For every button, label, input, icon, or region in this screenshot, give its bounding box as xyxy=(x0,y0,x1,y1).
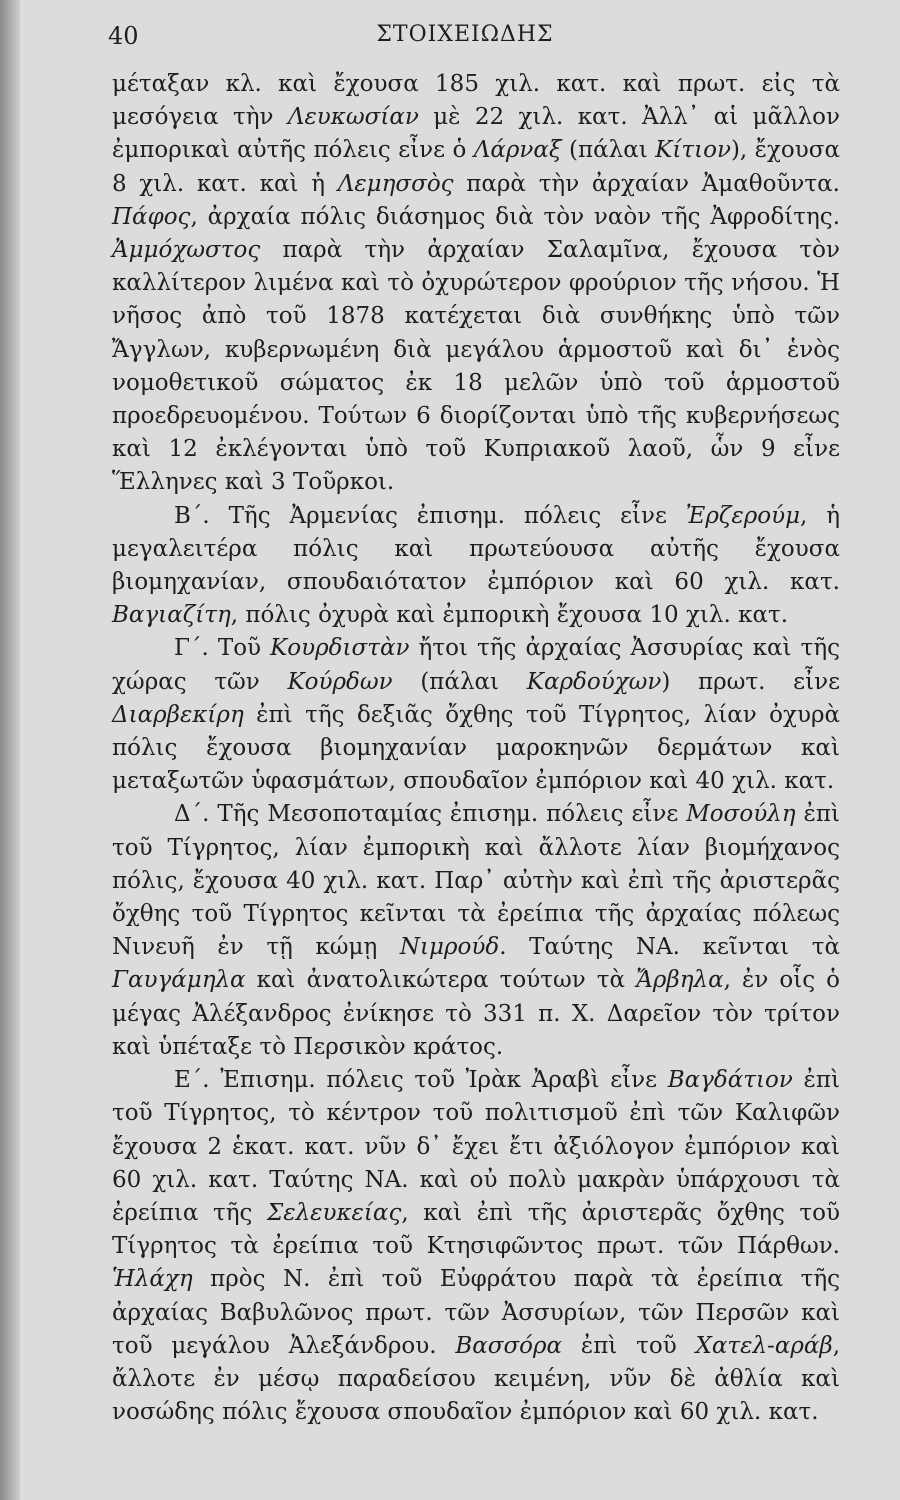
text-segment: ἤτοι τῆς ἀρχαίας Ἀσσυρίας καὶ τῆς χώρας τῶν xyxy=(112,635,840,695)
italic-place-name: Κουρδιστὰν xyxy=(270,635,410,662)
italic-place-name: Νιμρούδ xyxy=(399,934,500,961)
text-segment: ), ἔχουσα 8 χιλ. κατ. καὶ ἡ xyxy=(112,137,840,197)
text-segment: Ε΄. Ἐπισημ. πόλεις τοῦ Ἰρὰκ Ἀραβὶ εἶνε xyxy=(174,1067,668,1094)
text-segment: ἐπὶ τοῦ Τίγρητος, λίαν ἐμπορικὴ καὶ ἄλλοτε λίαν βιομήχανος πόλις, ἔχουσα 40 χιλ. κατ. Παρ᾽ αὐτὴν καὶ ἐπὶ τῆς ἀριστερᾶς ὄχθης τοῦ Τίγρητος κεῖνται τὰ ἐρείπια τῆς ἀρχαίας πόλεως Νινευῆ ἐν τῇ κώμῃ xyxy=(112,801,840,961)
text-segment: Β΄. Τῆς Ἀρμενίας ἐπισημ. πόλεις εἶνε xyxy=(174,502,686,529)
italic-place-name: Ἄρβηλα xyxy=(636,967,724,994)
italic-place-name: Λευκωσίαν xyxy=(287,104,419,131)
page-number: 40 xyxy=(108,22,139,50)
paragraph xyxy=(112,500,840,633)
body-text xyxy=(112,68,840,1429)
italic-place-name: Λάρναξ xyxy=(473,137,562,164)
text-segment: Δ΄. Τῆς Μεσοποταμίας ἐπισημ. πόλεις εἶνε xyxy=(174,801,687,828)
text-segment: μέταξαν κλ. καὶ ἔχουσα 185 χιλ. κατ. καὶ πρωτ. εἰς τὰ μεσόγεια τὴν xyxy=(112,71,840,131)
paragraph xyxy=(112,68,840,500)
italic-place-name: Κίτιον xyxy=(655,137,731,164)
italic-place-name: Καρδούχων xyxy=(526,668,662,695)
text-segment: καὶ ἀνατολικώτερα τούτων τὰ xyxy=(245,967,637,994)
running-title: ΣΤΟΙΧΕΙΩΔΗΣ xyxy=(376,22,554,47)
italic-place-name: Βαγδάτιον xyxy=(667,1067,793,1094)
italic-place-name: Κούρδων xyxy=(287,668,393,695)
text-segment: , ἐν οἷς ὁ μέγας Ἀλέξανδρος ἐνίκησε τὸ 331 π. Χ. Δαρεῖον τὸν τρίτον καὶ ὑπέταξε τὸ Περσικὸν κράτος. xyxy=(112,967,840,1060)
italic-place-name: Ἀμμόχωστος xyxy=(112,237,261,264)
italic-place-name: Μοσούλη xyxy=(686,801,796,828)
italic-place-name: Ἐρζερούμ xyxy=(685,502,801,529)
text-segment: ἐπὶ τοῦ xyxy=(562,1332,696,1359)
italic-place-name: Χατελ-αράβ xyxy=(695,1332,833,1359)
text-segment: ἐπὶ τῆς δεξιᾶς ὄχθης τοῦ Τίγρητος, λίαν ὀχυρὰ πόλις ἔχουσα βιομηχανίαν μαροκηνῶν δερμάτων καὶ μεταξωτῶν ὑφασμάτων, σπουδαῖον ἐμπόριον καὶ 40 χιλ. κατ. xyxy=(112,701,840,795)
text-segment: ) πρωτ. εἶνε xyxy=(661,668,841,695)
text-segment: Γ΄. Τοῦ xyxy=(174,635,271,662)
text-segment: , πόλις ὀχυρὰ καὶ ἐμπορικὴ ἔχουσα 10 χιλ. κατ. xyxy=(230,602,789,629)
paragraph xyxy=(112,798,840,1064)
text-segment: παρὰ τὴν ἀρχαίαν Ἀμαθοῦντα. xyxy=(453,170,840,197)
italic-place-name: Ἡλάχη xyxy=(112,1266,193,1293)
text-segment: παρὰ τὴν ἀρχαίαν Σαλαμῖνα, ἔχουσα τὸν καλλίτερον λιμένα καὶ τὸ ὀχυρώτερον φρούριον τῆς νήσου. Ἡ νῆσος ἀπὸ τοῦ 1878 κατέχεται διὰ συνθήκης ὑπὸ τῶν Ἄγγλων, κυβερνωμένη διὰ μεγάλου ἁρμοστοῦ καὶ δι᾽ ἑνὸς νομοθετικοῦ σώματος ἐκ 18 μελῶν ὑπὸ τοῦ ἁρμοστοῦ προεδρευομένου. Τούτων 6 διορίζονται ὑπὸ τῆς κυβερνήσεως καὶ 12 ἐκλέγονται ὑπὸ τοῦ Κυπριακοῦ λαοῦ, ὧν 9 εἶνε Ἕλληνες καὶ 3 Τοῦρκοι. xyxy=(112,237,840,496)
italic-place-name: Βασσόρα xyxy=(455,1332,563,1359)
text-segment: (πάλαι xyxy=(392,668,527,695)
text-segment: . Ταύτης ΝΑ. κεῖνται τὰ xyxy=(499,934,840,961)
text-segment: , ἀρχαία πόλις διάσημος διὰ τὸν ναὸν τῆς Ἀφροδίτης. xyxy=(190,203,840,230)
text-segment: , καὶ ἐπὶ τῆς ἀριστερᾶς ὄχθης τοῦ Τίγρητος τὰ ἐρείπια τοῦ Κτησιφῶντος πρωτ. τῶν Πάρθων. xyxy=(112,1199,840,1260)
italic-place-name: Βαγιαζίτη xyxy=(112,602,231,629)
italic-place-name: Λεμησσὸς xyxy=(337,170,454,197)
italic-place-name: Πάφος xyxy=(112,203,191,230)
text-segment: , ἡ μεγαλειτέρα πόλις καὶ πρωτεύουσα αὐτῆς ἔχουσα βιομηχανίαν, σπουδαιότατον ἐμπόριον καὶ 60 χιλ. κατ. xyxy=(112,502,840,596)
page-header xyxy=(100,22,830,54)
text-segment: μὲ 22 χιλ. κατ. Ἀλλ᾽ αἱ μᾶλλον ἐμπορικαὶ αὐτῆς πόλεις εἶνε ὁ xyxy=(112,104,841,164)
text-segment: πρὸς Ν. ἐπὶ τοῦ Εὐφράτου παρὰ τὰ ἐρείπια τῆς ἀρχαίας Βαβυλῶνος πρωτ. τῶν Ἀσσυρίων, τῶν Περσῶν καὶ τοῦ μεγάλου Ἀλεξάνδρου. xyxy=(112,1266,840,1359)
italic-place-name: Διαρβεκίρη xyxy=(112,701,244,728)
text-segment: , ἄλλοτε ἐν μέσῳ παραδείσου κειμένη, νῦν δὲ ἀθλία καὶ νοσώδης πόλις ἔχουσα σπουδαῖον ἐμπόριον καὶ 60 χιλ. κατ. xyxy=(112,1332,841,1426)
paragraph xyxy=(112,632,840,798)
text-segment: (πάλαι xyxy=(561,137,656,164)
text-segment: ἐπὶ τοῦ Τίγρητος, τὸ κέντρον τοῦ πολιτισμοῦ ἐπὶ τῶν Καλιφῶν ἔχουσα 2 ἑκατ. κατ. νῦν δ᾽ ἔχει ἔτι ἀξιόλογον ἐμπόριον καὶ 60 χιλ. κατ. Ταύτης ΝΑ. καὶ οὐ πολὺ μακρὰν ὑπάρχουσι τὰ ἐρείπια τῆς xyxy=(112,1067,840,1226)
italic-place-name: Σελευκείας xyxy=(266,1199,402,1226)
paragraph xyxy=(112,1064,840,1429)
italic-place-name: Γαυγάμηλα xyxy=(112,967,246,994)
